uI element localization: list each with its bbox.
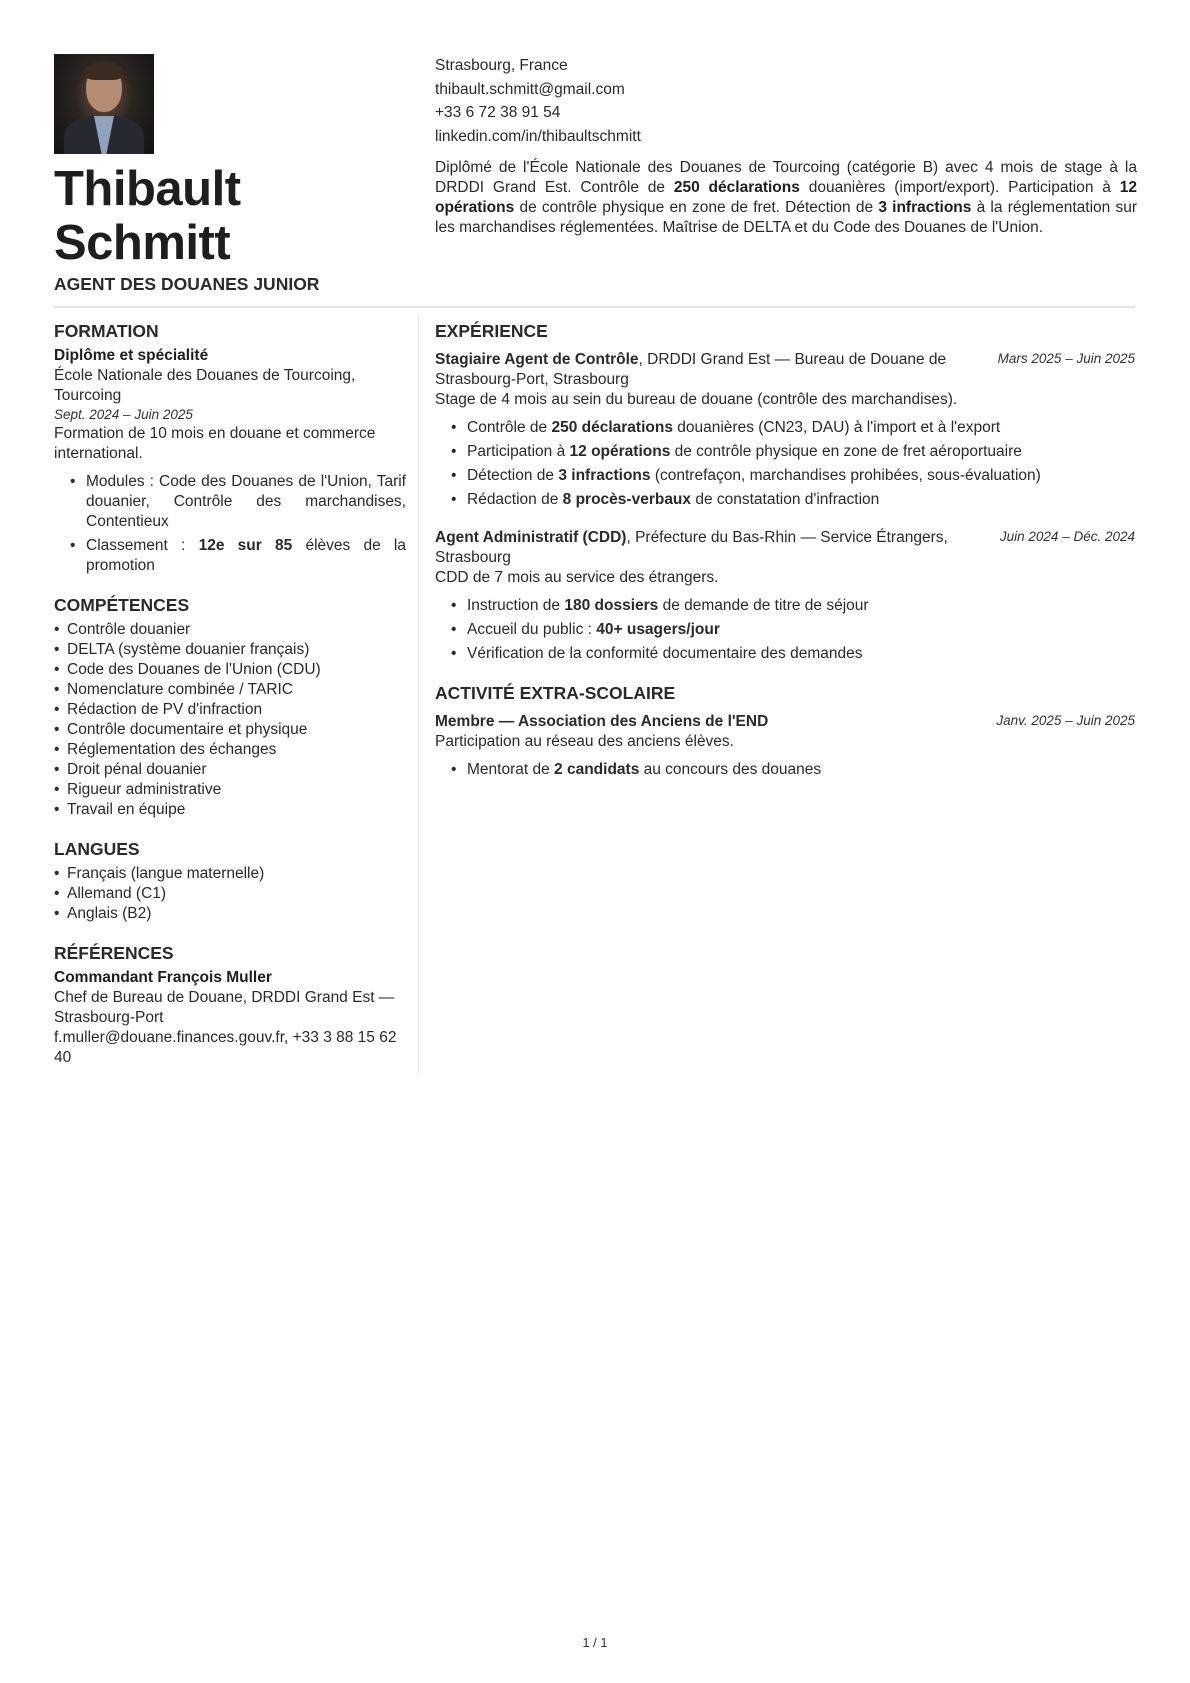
- activity-role: Membre — Association des Anciens de l'END: [435, 713, 769, 730]
- section-title: FORMATION: [54, 321, 159, 341]
- name-first: Thibault: [54, 162, 241, 216]
- job-header: [435, 350, 1135, 390]
- job-org: , Préfecture du Bas-Rhin — Service Étrangers, Strasbourg: [435, 529, 948, 566]
- section-title: EXPÉRIENCE: [435, 321, 548, 341]
- job-role: Agent Administratif (CDD): [435, 529, 627, 546]
- list-item: • Accueil du public : 40+ usagers/jour: [467, 620, 1135, 640]
- list-item: • Mentorat de 2 candidats au concours des douanes: [467, 760, 1135, 780]
- activity-header: [435, 712, 1135, 732]
- extra-section: [435, 682, 1135, 780]
- formation-section: [54, 320, 406, 576]
- summary-highlight: 3 infractions: [878, 199, 972, 216]
- list-item: • Travail en équipe: [67, 800, 406, 820]
- summary-text: à la réglementation sur les marchandises réglementées. Maîtrise de DELTA et du Code des Douanes de l'Union.: [435, 199, 1137, 236]
- job-dates: Juin 2024 – Déc. 2024: [999, 529, 1135, 544]
- summary-text: douanières (import/export). Participation à: [799, 179, 1120, 196]
- list-item: • Rédaction de 8 procès-verbaux de constatation d'infraction: [467, 490, 1135, 510]
- list-item: • Détection de 3 infractions (contrefaçon, marchandises prohibées, sous-évaluation): [467, 466, 1135, 486]
- job-title: AGENT DES DOUANES JUNIOR: [54, 274, 320, 294]
- school: École Nationale des Douanes de Tourcoing, Tourcoing: [54, 367, 356, 404]
- profile-summary: [435, 158, 1137, 238]
- formation-dates: Sept. 2024 – Juin 2025: [54, 407, 193, 422]
- list-item: • Vérification de la conformité documentaire des demandes: [467, 644, 1135, 664]
- reference-contact: f.muller@douane.finances.gouv.fr, +33 3 88 15 62 40: [54, 1029, 397, 1066]
- list-item: • Anglais (B2): [67, 904, 406, 924]
- section-title: LANGUES: [54, 839, 140, 859]
- list-item: • Allemand (C1): [67, 884, 406, 904]
- references-section: [54, 942, 406, 1068]
- contact-linkedin[interactable]: linkedin.com/in/thibaultschmitt: [435, 127, 641, 145]
- list-item: • Instruction de 180 dossiers de demande de titre de séjour: [467, 596, 1135, 616]
- skills-list: [54, 620, 406, 820]
- job-description: Stage de 4 mois au sein du bureau de douane (contrôle des marchandises).: [435, 391, 958, 408]
- list-item: • Contrôle douanier: [67, 620, 406, 640]
- summary-highlight: 250 déclarations: [673, 179, 800, 196]
- job-dates: Mars 2025 – Juin 2025: [997, 351, 1135, 366]
- contact-block: [435, 54, 641, 148]
- list-item: • Rédaction de PV d'infraction: [67, 700, 406, 720]
- list-item: • Français (langue maternelle): [67, 864, 406, 884]
- job-description: CDD de 7 mois au service des étrangers.: [435, 569, 719, 586]
- job-org: , DRDDI Grand Est — Bureau de Douane de Strasbourg-Port, Strasbourg: [435, 351, 947, 388]
- section-title: COMPÉTENCES: [54, 595, 190, 615]
- list-item: • Classement : 12e sur 85 élèves de la promotion: [86, 536, 406, 576]
- activity-bullets: [435, 760, 1135, 780]
- right-column: [435, 320, 1135, 784]
- section-title: RÉFÉRENCES: [54, 943, 174, 963]
- section-title: ACTIVITÉ EXTRA-SCOLAIRE: [435, 683, 676, 703]
- list-item: • Modules : Code des Douanes de l'Union, Tarif douanier, Contrôle des marchandises, Contentieux: [86, 472, 406, 532]
- list-item: • Rigueur administrative: [67, 780, 406, 800]
- experience-section: [435, 320, 1135, 664]
- job-bullets: [435, 596, 1135, 664]
- formation-bullets: [54, 472, 406, 576]
- activity-description: Participation au réseau des anciens élèves.: [435, 733, 734, 750]
- reference-position: Chef de Bureau de Douane, DRDDI Grand Est — Strasbourg-Port: [54, 989, 395, 1026]
- list-item: • DELTA (système douanier français): [67, 640, 406, 660]
- contact-phone: +33 6 72 38 91 54: [435, 104, 561, 121]
- name-last: Schmitt: [54, 216, 231, 270]
- resume-header: [54, 54, 1135, 304]
- job-entry: [435, 528, 1135, 664]
- summary-text: Diplômé de l'École Nationale des Douanes de Tourcoing (catégorie B) avec 4 mois de stage à la DRDDI Grand Est. Contrôle de: [435, 159, 1137, 196]
- contact-location: Strasbourg, France: [435, 57, 568, 74]
- profile-photo: [54, 54, 154, 154]
- list-item: • Code des Douanes de l'Union (CDU): [67, 660, 406, 680]
- contact-email[interactable]: thibault.schmitt@gmail.com: [435, 80, 625, 98]
- list-item: • Contrôle documentaire et physique: [67, 720, 406, 740]
- list-item: • Contrôle de 250 déclarations douanières (CN23, DAU) à l'import et à l'export: [467, 418, 1135, 438]
- competences-section: [54, 594, 406, 820]
- page-number: 1 / 1: [582, 1635, 608, 1650]
- langues-section: [54, 838, 406, 924]
- column-divider: [418, 314, 419, 1074]
- list-item: • Participation à 12 opérations de contrôle physique en zone de fret aéroportuaire: [467, 442, 1135, 462]
- degree: Diplôme et spécialité: [54, 347, 209, 364]
- languages-list: [54, 864, 406, 924]
- resume-page: [54, 54, 1137, 1066]
- header-divider: [54, 306, 1135, 308]
- job-bullets: [435, 418, 1135, 510]
- list-item: • Nomenclature combinée / TARIC: [67, 680, 406, 700]
- candidate-name: [54, 162, 241, 270]
- formation-description: Formation de 10 mois en douane et commerce international.: [54, 425, 376, 462]
- left-column: [54, 320, 406, 1068]
- job-role: Stagiaire Agent de Contrôle: [435, 351, 639, 368]
- job-header: [435, 528, 1135, 568]
- list-item: • Droit pénal douanier: [67, 760, 406, 780]
- summary-highlight: 12 opérations: [435, 179, 1137, 216]
- job-entry: [435, 350, 1135, 510]
- reference-name: Commandant François Muller: [54, 969, 272, 986]
- list-item: • Réglementation des échanges: [67, 740, 406, 760]
- activity-dates: Janv. 2025 – Juin 2025: [996, 713, 1135, 728]
- summary-text: de contrôle physique en zone de fret. Détection de: [514, 199, 879, 216]
